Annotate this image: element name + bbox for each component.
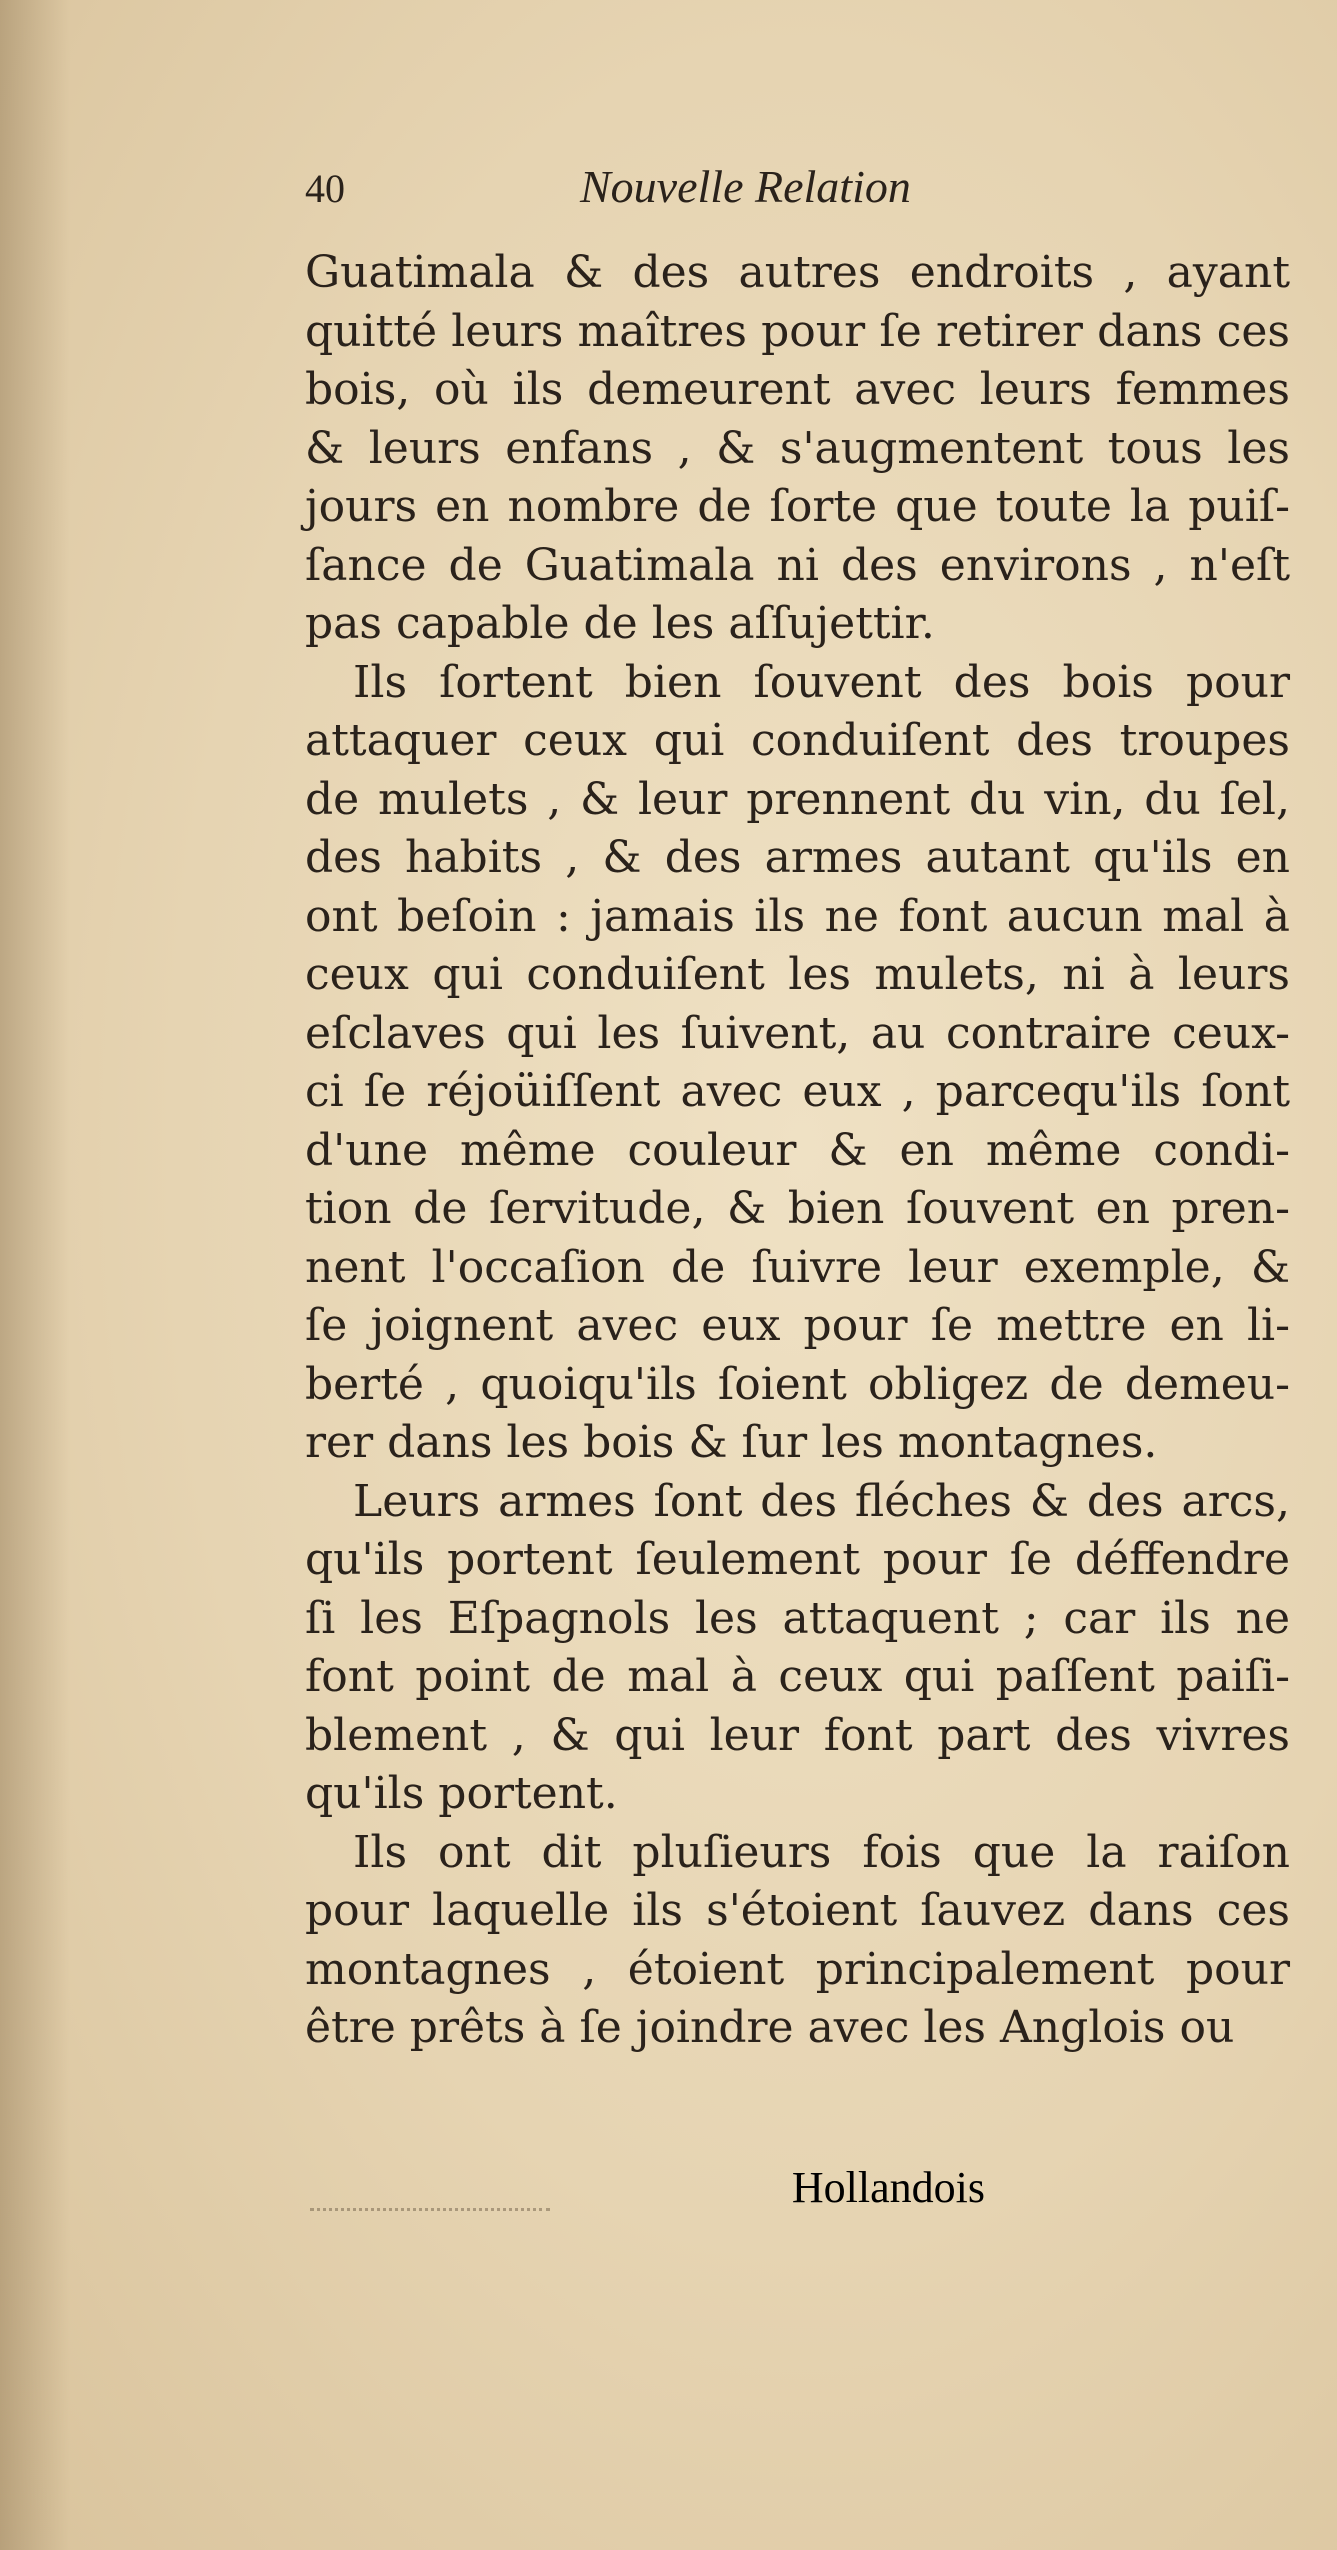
text-line: être prêts à ſe joindre avec les Anglois ou xyxy=(305,2002,1235,2053)
text-line: quitté leurs maîtres pour ſe retirer dans ces xyxy=(305,305,1290,357)
text-line: qu'ils portent ſeulement pour ſe déffendre xyxy=(305,1534,1290,1585)
text-line: pour laquelle ils s'étoient ſauvez dans ces xyxy=(305,1885,1290,1936)
text-line: qu'ils portent. xyxy=(305,1768,618,1819)
text-line: d'une même couleur & en même condi- xyxy=(305,1124,1290,1176)
text-line: de mulets , & leur prennent du vin, du ſel, xyxy=(305,773,1290,825)
text-line: ſe joignent avec eux pour ſe mettre en li- xyxy=(305,1300,1290,1351)
ink-smudge xyxy=(310,2208,550,2221)
text-line: ſance de Guatimala ni des environs , n'eſt xyxy=(305,539,1290,591)
running-head xyxy=(305,160,1290,240)
text-line: & leurs enfans , & s'augmentent tous les xyxy=(305,422,1290,474)
text-line: des habits , & des armes autant qu'ils en xyxy=(305,832,1290,883)
text-line: eſclaves qui les ſuivent, au contraire ceux- xyxy=(305,1007,1290,1059)
text-line: montagnes , étoient principalement pour xyxy=(305,1943,1290,1995)
text-line: Guatimala & des autres endroits , ayant xyxy=(305,247,1290,298)
text-line: Ils ont dit pluſieurs fois que la raiſon xyxy=(353,1826,1290,1878)
gutter-shadow xyxy=(0,0,70,2550)
text-line: ceux qui conduiſent les mulets, ni à leurs xyxy=(305,949,1290,1000)
text-line: Ils ſortent bien ſouvent des bois pour xyxy=(353,656,1290,708)
text-line: font point de mal à ceux qui paſſent paiſi- xyxy=(305,1651,1290,1702)
text-line: jours en nombre de ſorte que toute la puiſ- xyxy=(305,481,1290,532)
text-line: berté , quoiqu'ils ſoient obligez de demeu- xyxy=(305,1358,1290,1410)
running-title: Nouvelle Relation xyxy=(580,161,911,212)
text-line: Leurs armes ſont des fléches & des arcs, xyxy=(353,1475,1290,1527)
text-line: bois, où ils demeurent avec leurs femmes xyxy=(305,364,1290,415)
text-line: rer dans les bois & ſur les montagnes. xyxy=(305,1417,1158,1468)
text-line: attaquer ceux qui conduiſent des troupes xyxy=(305,715,1290,766)
paragraph xyxy=(305,654,1290,1473)
page-number: 40 xyxy=(305,166,345,211)
text-line: ſi les Eſpagnols les attaquent ; car ils ne xyxy=(305,1592,1290,1644)
paragraph xyxy=(305,244,1290,654)
text-line: ci ſe réjoüiſſent avec eux , parcequ'ils ſont xyxy=(305,1066,1290,1117)
paragraph xyxy=(305,1824,1290,2058)
text-line: blement , & qui leur font part des vivres xyxy=(305,1709,1290,1761)
paragraph xyxy=(305,1473,1290,1824)
text-line: pas capable de les aſſujettir. xyxy=(305,598,935,649)
text-line: ont beſoin : jamais ils ne font aucun mal à xyxy=(305,890,1290,942)
text-line: nent l'occaſion de ſuivre leur exemple, & xyxy=(305,1241,1290,1293)
catchword: Hollandois xyxy=(791,2163,985,2212)
text-line: tion de ſervitude, & bien ſouvent en pren- xyxy=(305,1183,1290,1234)
text-block xyxy=(305,160,1290,2058)
body-text xyxy=(305,244,1290,2058)
